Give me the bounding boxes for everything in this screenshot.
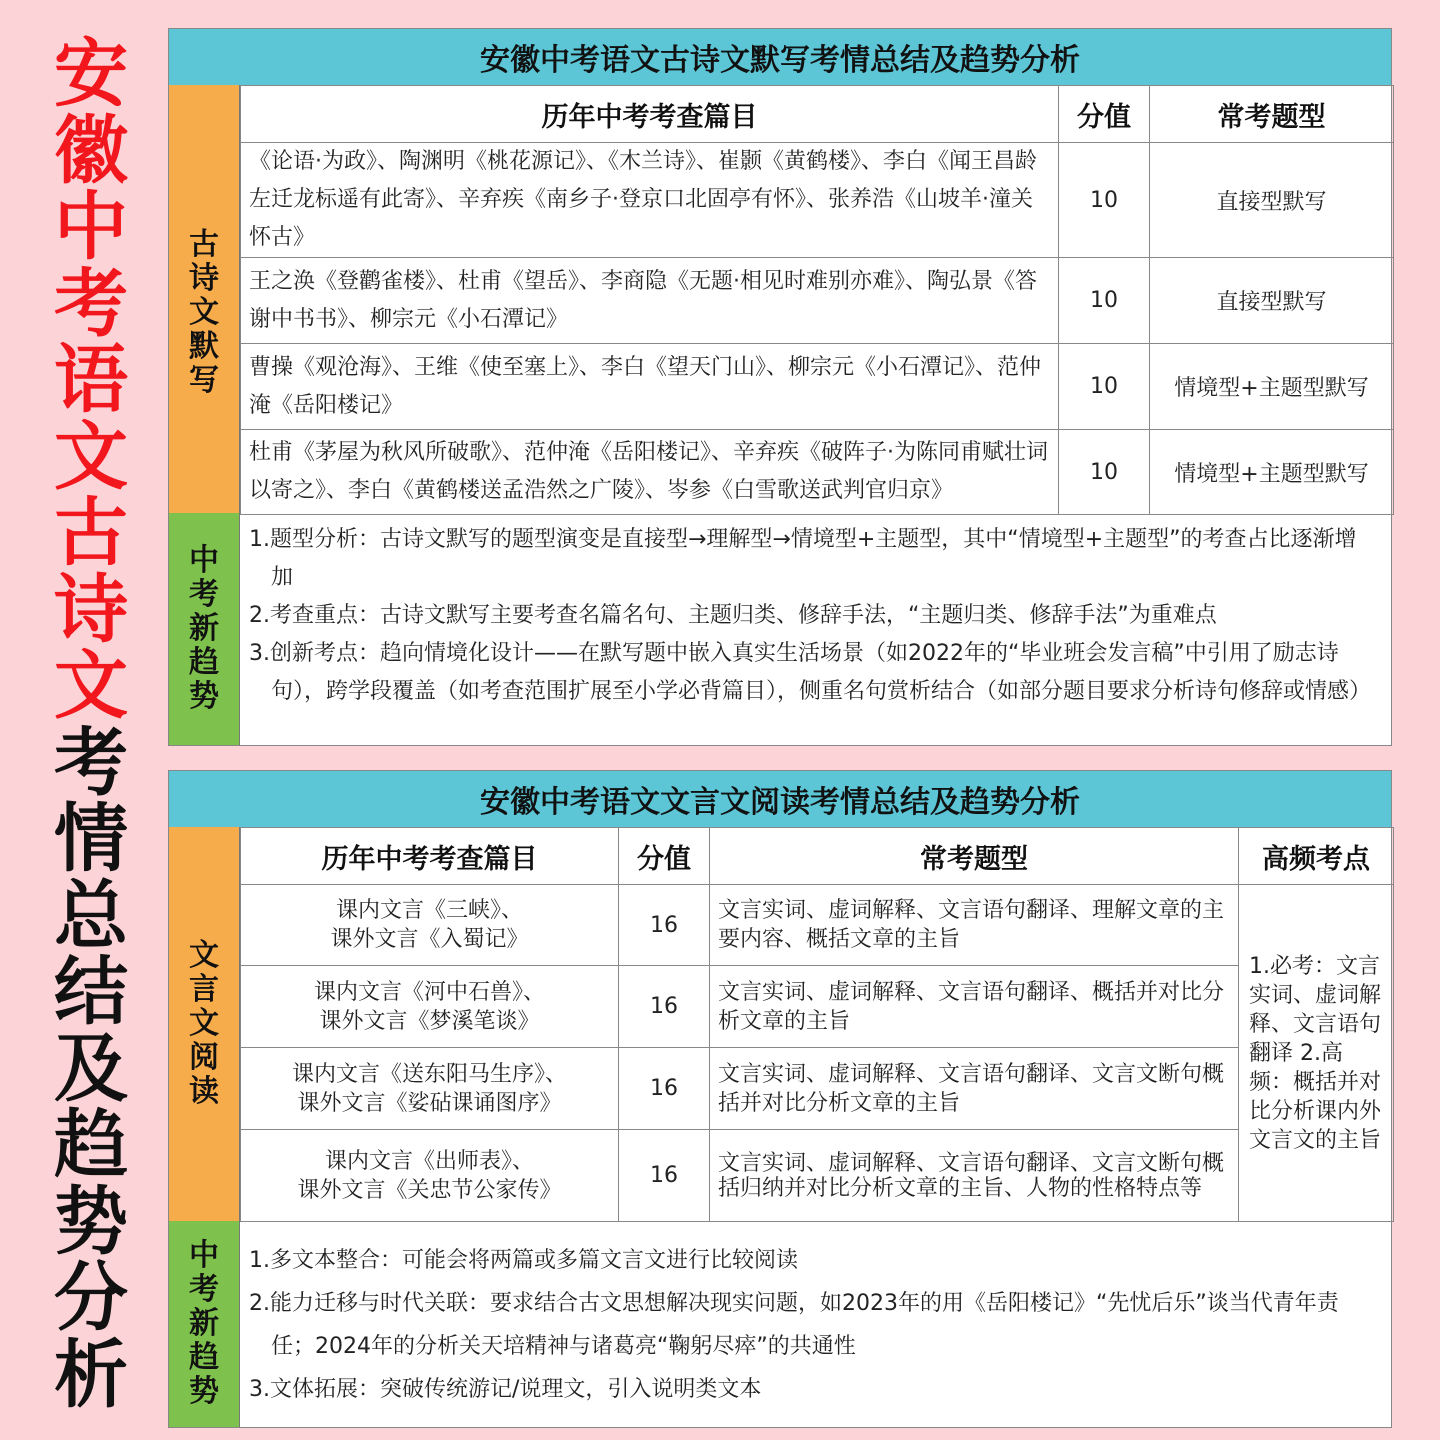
header-type: 常考题型 xyxy=(1150,86,1394,143)
ancient-poetry-panel xyxy=(168,28,1392,746)
header-type: 常考题型 xyxy=(710,828,1239,885)
works-cell: 课内文言《送东阳马生序》、 课外文言《娑砧课诵图序》 xyxy=(241,1048,619,1130)
type-cell: 情境型+主题型默写 xyxy=(1150,430,1394,515)
works-cell: 杜甫《茅屋为秋风所破歌》、范仲淹《岳阳楼记》、辛弃疾《破阵子·为陈同甫赋壮词以寄之》、李白《黄鹤楼送孟浩然之广陵》、岑参《白雪歌送武判官归京》 xyxy=(241,430,1059,515)
trend-item: 1.多文本整合：可能会将两篇或多篇文言文进行比较阅读 xyxy=(249,1248,798,1273)
score-cell: 10 xyxy=(1059,344,1150,430)
title-char: 情 xyxy=(54,796,128,882)
title-char: 及 xyxy=(54,1025,128,1112)
table-header xyxy=(241,828,1394,885)
panel-title: 安徽中考语文古诗文默写考情总结及趋势分析 xyxy=(169,29,1391,86)
trend-item: 2.能力迁移与时代关联：要求结合古文思想解决现实问题，如2023年的用《岳阳楼记》“先忧后乐”谈当代青年责任；2024年的分析关天培精神与诸葛亮“鞠躬尽瘁”的共通性 xyxy=(249,1291,1339,1359)
score-cell: 10 xyxy=(1059,430,1150,515)
type-cell: 文言实词、虚词解释、文言语句翻译、文言文断句概括并对比分析文章的主旨 xyxy=(710,1048,1239,1130)
trend-list xyxy=(241,1221,1391,1427)
trend-list xyxy=(241,513,1391,745)
title-char: 徽 xyxy=(54,107,128,194)
type-cell: 直接型默写 xyxy=(1150,143,1394,258)
title-char: 分 xyxy=(54,1255,128,1341)
title-char: 考 xyxy=(54,719,128,806)
table-row xyxy=(241,344,1394,430)
type-cell: 直接型默写 xyxy=(1150,258,1394,344)
table-row xyxy=(241,430,1394,515)
title-char: 结 xyxy=(54,949,128,1035)
key-points-cell: 1.必考：文言实词、虚词解释、文言语句翻译 2.高频：概括并对比分析课内外文言文的主旨 xyxy=(1239,885,1394,1222)
title-char: 古 xyxy=(54,490,128,576)
table-row xyxy=(241,1048,1394,1130)
section-label-reading: 文言文阅读 xyxy=(169,827,240,1221)
title-char: 总 xyxy=(54,872,128,959)
table-row xyxy=(241,966,1394,1048)
type-cell: 文言实词、虚词解释、文言语句翻译、理解文章的主要内容、概括文章的主旨 xyxy=(710,885,1239,966)
title-char: 诗 xyxy=(54,566,128,653)
title-char: 势 xyxy=(54,1178,128,1265)
trend-item: 1.题型分析：古诗文默写的题型演变是直接型→理解型→情境型+主题型，其中“情境型+主题型”的考查占比逐渐增加 xyxy=(249,527,1357,590)
table-row xyxy=(241,1130,1394,1222)
trend-item: 3.创新考点：趋向情境化设计——在默写题中嵌入真实生活场景（如2022年的“毕业班会发言稿”中引用了励志诗句），跨学段覆盖（如考查范围扩展至小学必背篇目），侧重名句赏析结合（如部分题目要求分析诗句修辞或情感） xyxy=(249,641,1372,704)
title-char: 中 xyxy=(54,184,128,270)
score-cell: 16 xyxy=(619,885,710,966)
score-cell: 16 xyxy=(619,966,710,1048)
title-char: 安 xyxy=(54,31,128,117)
panel-title: 安徽中考语文文言文阅读考情总结及趋势分析 xyxy=(169,771,1391,828)
works-cell: 曹操《观沧海》、王维《使至塞上》、李白《望天门山》、柳宗元《小石潭记》、范仲淹《岳阳楼记》 xyxy=(241,344,1059,430)
title-char: 语 xyxy=(54,337,128,423)
section-label-poetry: 古诗文默写 xyxy=(169,85,240,541)
trend-item: 2.考查重点：古诗文默写主要考查名篇名句、主题归类、修辞手法，“主题归类、修辞手法”为重难点 xyxy=(249,603,1217,628)
reading-table xyxy=(240,827,1394,1222)
classical-reading-panel xyxy=(168,770,1392,1428)
works-cell: 课内文言《出师表》、 课外文言《关忠节公家传》 xyxy=(241,1130,619,1222)
score-cell: 10 xyxy=(1059,143,1150,258)
works-cell: 《论语·为政》、陶渊明《桃花源记》、《木兰诗》、崔颢《黄鹤楼》、李白《闻王昌龄左迁龙标遥有此寄》、辛弃疾《南乡子·登京口北固亭有怀》、张养浩《山坡羊·潼关怀古》 xyxy=(241,143,1059,258)
table-row xyxy=(241,258,1394,344)
section-label-trend: 中考新趋势 xyxy=(169,513,240,745)
title-char: 考 xyxy=(54,260,128,347)
title-char: 析 xyxy=(54,1331,128,1418)
header-score: 分值 xyxy=(1059,86,1150,143)
type-cell: 文言实词、虚词解释、文言语句翻译、概括并对比分析文章的主旨 xyxy=(710,966,1239,1048)
table-header xyxy=(241,86,1394,143)
header-works: 历年中考考查篇目 xyxy=(241,86,1059,143)
header-works: 历年中考考查篇目 xyxy=(241,828,619,885)
works-cell: 课内文言《河中石兽》、 课外文言《梦溪笔谈》 xyxy=(241,966,619,1048)
title-char: 趋 xyxy=(54,1102,128,1188)
type-cell: 文言实词、虚词解释、文言语句翻译、文言文断句概括归纳并对比分析文章的主旨、人物的性格特点等 xyxy=(710,1130,1239,1222)
score-cell: 16 xyxy=(619,1048,710,1130)
score-cell: 16 xyxy=(619,1130,710,1222)
type-cell: 情境型+主题型默写 xyxy=(1150,344,1394,430)
poetry-table xyxy=(240,85,1394,515)
trend-item: 3.文体拓展：突破传统游记/说理文，引入说明类文本 xyxy=(249,1377,762,1402)
header-score: 分值 xyxy=(619,828,710,885)
header-key-points: 高频考点 xyxy=(1239,828,1394,885)
side-title xyxy=(48,31,134,1418)
table-row xyxy=(241,885,1394,966)
table-row xyxy=(241,143,1394,258)
works-cell: 王之涣《登鹳雀楼》、杜甫《望岳》、李商隐《无题·相见时难别亦难》、陶弘景《答谢中书书》、柳宗元《小石潭记》 xyxy=(241,258,1059,344)
works-cell: 课内文言《三峡》、 课外文言《入蜀记》 xyxy=(241,885,619,966)
section-label-trend: 中考新趋势 xyxy=(169,1221,240,1427)
title-char: 文 xyxy=(54,413,128,500)
title-char: 文 xyxy=(54,643,128,729)
score-cell: 10 xyxy=(1059,258,1150,344)
